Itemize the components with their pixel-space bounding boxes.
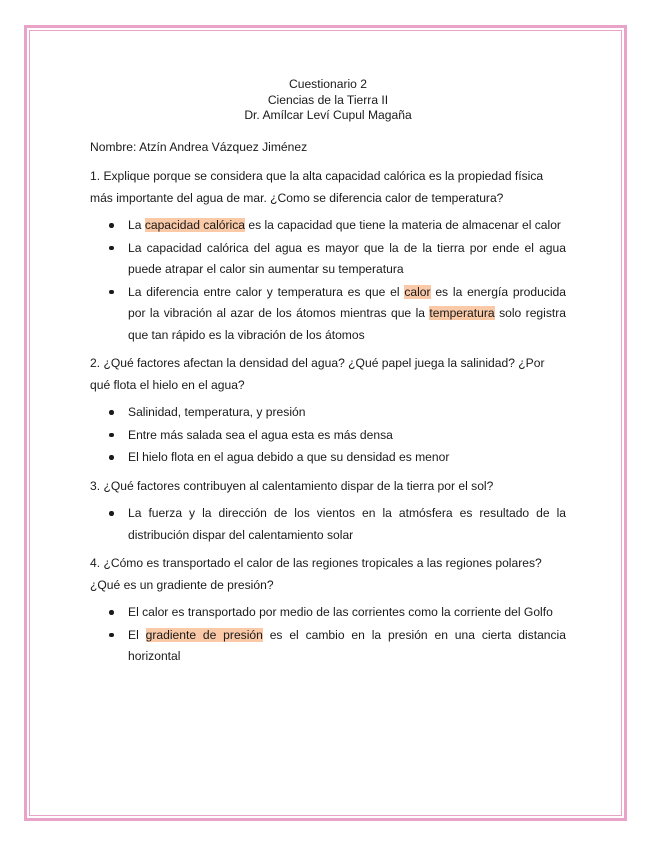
answer-1-3-pre: La diferencia entre calor y temperatura es que el xyxy=(128,284,405,299)
answer-1-1 xyxy=(90,215,566,237)
answer-2-2: Entre más salada sea el agua esta es más densa xyxy=(90,425,566,447)
highlight-temperatura: temperatura xyxy=(429,306,495,320)
highlight-capacidad-calorica: capacidad calórica xyxy=(144,218,245,232)
document-heading xyxy=(90,77,566,124)
document-content xyxy=(90,77,566,675)
student-name: Nombre: Atzín Andrea Vázquez Jiménez xyxy=(90,139,308,154)
answers-3 xyxy=(90,503,566,546)
answer-4-1: El calor es transportado por medio de las corrientes como la corriente del Golfo xyxy=(90,602,566,624)
answer-1-1-pre: La xyxy=(128,218,145,232)
highlight-calor: calor xyxy=(404,284,431,299)
highlight-gradiente-de-presion: gradiente de presión xyxy=(145,627,263,642)
answer-1-2: La capacidad calórica del agua es mayor que la de la tierra por ende el agua puede atrapar el calor sin aumentar su temperatura xyxy=(90,238,566,281)
answer-2-1: Salinidad, temperatura, y presión xyxy=(90,402,566,424)
answer-1-3-post: solo registra que tan rápido es la vibración de los átomos xyxy=(128,306,566,342)
question-1: 1. Explique porque se considera que la alta capacidad calórica es la propiedad física más importante del agua de mar. ¿Como se diferencia calor de temperatura? xyxy=(90,169,544,205)
answer-1-1-post: es la capacidad que tiene la materia de almacenar el calor xyxy=(244,218,561,232)
teacher-name: Dr. Amílcar Leví Cupul Magaña xyxy=(244,108,412,122)
answer-4-2-pre: El xyxy=(128,627,146,642)
answers-4 xyxy=(90,602,566,668)
course-name: Ciencias de la Tierra II xyxy=(267,92,389,107)
answers-2 xyxy=(90,402,566,469)
answer-3-1: La fuerza y la dirección de los vientos en la atmósfera es resultado de la distribución dispar del calentamiento solar xyxy=(90,503,566,546)
answer-4-2-post: es el cambio en la presión en una cierta distancia horizontal xyxy=(128,627,566,663)
question-4: 4. ¿Cómo es transportado el calor de las regiones tropicales a las regiones polares? ¿Qué es un gradiente de presión? xyxy=(90,556,542,592)
question-2: 2. ¿Qué factores afectan la densidad del agua? ¿Qué papel juega la salinidad? ¿Por qué flota el hielo en el agua? xyxy=(90,356,545,392)
answer-1-3-mid: es la energía producida por la vibración al azar de los átomos mientras que la xyxy=(128,284,566,320)
document-title: Cuestionario 2 xyxy=(289,77,367,91)
answer-2-3: El hielo flota en el agua debido a que su densidad es menor xyxy=(90,447,566,469)
answers-1 xyxy=(90,215,566,346)
question-3: 3. ¿Qué factores contribuyen al calentamiento dispar de la tierra por el sol? xyxy=(90,478,494,493)
answer-4-2 xyxy=(90,625,566,668)
answer-1-3 xyxy=(90,282,566,347)
